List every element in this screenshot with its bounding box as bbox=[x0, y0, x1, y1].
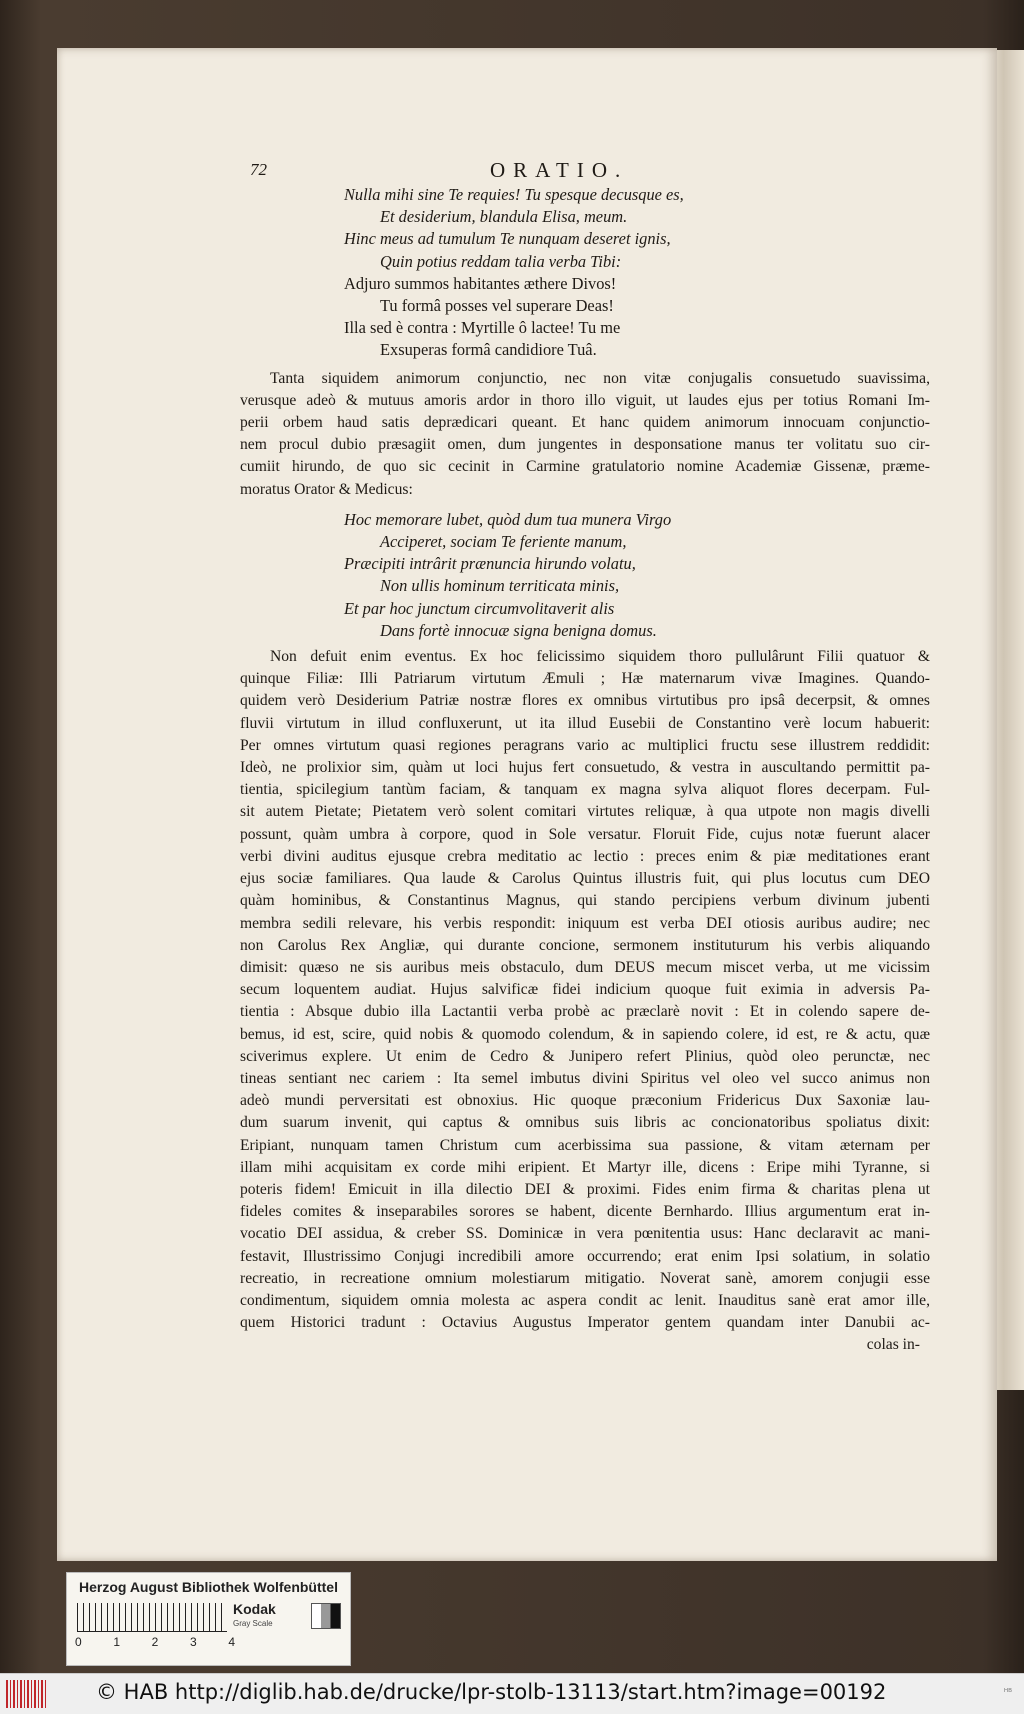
gray-swatch bbox=[311, 1603, 341, 1629]
verse-line: Et desiderium, blandula Elisa, meum. bbox=[380, 207, 628, 227]
scale-numbers bbox=[75, 1635, 235, 1649]
text-line: Non defuit enim eventus. Ex hoc felicissimo siquidem thoro pullulârunt Filii quatuor & bbox=[270, 648, 930, 666]
verse-line: Exsuperas formâ candidiore Tuâ. bbox=[380, 340, 597, 360]
verse-line: Nulla mihi sine Te requies! Tu spesque decusque es, bbox=[344, 185, 684, 204]
text-line: bemus, id est, scire, quid nobis & quomodo colendum, & in sapiendo colere, id est, re & actu, quæ bbox=[240, 1025, 930, 1043]
text-line: sciverimus explere. Ut enim de Cedro & Junipero refert Plinius, quòd oleo perunctæ, nec bbox=[240, 1047, 930, 1065]
text-line: Tanta siquidem animorum conjunctio, nec non vitæ conjugalis consuetudo suavissima, bbox=[270, 369, 930, 387]
scale-number: 0 bbox=[75, 1635, 82, 1649]
text-line: fideles comites & inseparabiles sorores se habent, dicente Bernhardo. Illius argumentum erat in- bbox=[240, 1203, 930, 1221]
kodak-subtitle: Gray Scale bbox=[233, 1619, 273, 1628]
verse-line: Quin potius reddam talia verba Tibi: bbox=[380, 251, 622, 271]
text-line: possunt, quàm umbra à corpore, quod in Sole versatur. Floruit Fide, cujus notæ fuerunt alacer bbox=[240, 825, 930, 843]
text-line: moratus Orator & Medicus: bbox=[240, 480, 413, 498]
verse-line: Præcipiti intrârit prænuncia hirundo volatu, bbox=[344, 554, 636, 574]
text-line: quàm hominibus, & Constantinus Magnus, qui stando percipiens verbum divinum jubenti bbox=[240, 892, 930, 910]
catchword: colas in- bbox=[866, 1336, 920, 1354]
running-head: ORATIO. bbox=[490, 158, 629, 182]
scale-number: 3 bbox=[189, 1635, 197, 1649]
verse-line: Adjuro summos habitantes æthere Divos! bbox=[344, 273, 617, 293]
scale-number: 4 bbox=[228, 1635, 235, 1649]
text-line: recreatio, in recreatione omnium molestiarum mitigatio. Noverat sanè, amorem conjugii esse bbox=[240, 1269, 930, 1287]
library-name: Herzog August Bibliothek Wolfenbüttel bbox=[79, 1579, 338, 1595]
footer-mark: ᴴᴮ bbox=[1003, 1688, 1012, 1698]
verse-line: Hoc memorare lubet, quòd dum tua munera Virgo bbox=[344, 509, 672, 529]
text-line: quidem verò Desiderium Patriæ nostræ flores ex omnibus virtutibus pro ipsâ decerpsit, & omnes bbox=[240, 692, 930, 710]
color-target bbox=[66, 1572, 351, 1666]
verse-line: Non ullis hominum territicata minis, bbox=[380, 576, 620, 596]
text-line: non Carolus Rex Angliæ, qui durante concione, sermonem instituturum his verbis aliquando bbox=[240, 936, 930, 954]
text-line: quinque Filiæ: Illi Patriarum virtutum Æmuli ; Hæ maternarum vivæ Imagines. Quando- bbox=[240, 670, 930, 688]
text-line: poteris fidem! Emicuit in illa dilectio DEI & proximi. Fides enim firma & charitas plena ut bbox=[240, 1180, 930, 1198]
scale-number: 1 bbox=[113, 1635, 121, 1649]
verse-block-1 bbox=[344, 184, 930, 362]
text-line: perii orbem haud satis deprædicari queant. Et hanc quidem animorum innocuam conjunctio- bbox=[240, 414, 930, 432]
verse-line: Dans fortè innocuæ signa benigna domus. bbox=[380, 620, 657, 640]
text-line: fluvii virtutum in illud confluxerunt, ut ita illud Eusebii de Constantino verè locum habuerit: bbox=[240, 714, 930, 732]
text-line: verusque adeò & mutuus amoris ardor in thoro illo viguit, ut laudes ejus per totius Romani Im- bbox=[240, 391, 930, 409]
text-line: tineas sentiant nec cariem : Ita semel imbutus divini Spiritus vel oleo vel succo animus non bbox=[240, 1069, 930, 1087]
text-line: vocatio DEI assidua, & creber SS. Dominicæ in vera pœnitentia usus: Hanc declaravit ac mani- bbox=[240, 1225, 930, 1243]
text-line: Ideò, ne prolixior sim, quàm ut loci hujus fert consuetudo, & vestra in auscultando permittit pa- bbox=[240, 759, 930, 777]
text-line: dum suarum invenit, qui captus & omnibus suis libris ac concionatoribus spoliatus dixit: bbox=[240, 1114, 930, 1132]
page-header bbox=[240, 158, 930, 184]
text-line: illam mihi acquisitam ex corde mihi eripient. Et Martyr ille, dicens : Eripe mihi Tyranne, si bbox=[240, 1158, 930, 1176]
verse-line: Et par hoc junctum circumvolitaverit alis bbox=[344, 598, 615, 618]
paragraph-2 bbox=[240, 646, 930, 1334]
verse-line: Hinc meus ad tumulum Te nunquam deseret ignis, bbox=[344, 229, 671, 249]
text-line: condimentum, siquidem omnia molesta ac aspera condit ac lenit. Inauditus sanè erat amor ille, bbox=[240, 1291, 930, 1309]
text-line: dimisit: quæso ne sis auribus meis obstaculo, dum DEUS mecum miscet verba, ut me vicissim bbox=[240, 958, 930, 976]
scale-ruler bbox=[77, 1603, 227, 1632]
page-number: 72 bbox=[250, 160, 267, 179]
verse-block-2 bbox=[344, 509, 930, 642]
text-line: Per omnes virtutum quasi regiones peragrans vario ac multiplici fructu sese illustrem reddidit: bbox=[240, 736, 930, 754]
text-line: secum loquentem audiat. Hujus salvificæ fidei indicium quoque fuit eximia in adversis Pa- bbox=[240, 981, 930, 999]
verse-line: Illa sed è contra : Myrtille ô lactee! Tu me bbox=[344, 318, 621, 338]
text-line: Eripiant, nunquam tamen Christum cum acerbissima sua passione, & vitam æternam per bbox=[240, 1136, 930, 1154]
text-line: tientia, spicilegium tantùm faciam, & tanquam ex magna sylva aliquot flores decerpam. Ful- bbox=[240, 781, 930, 799]
footer-bar bbox=[0, 1673, 1024, 1714]
text-line: ejus sociæ familiares. Qua laude & Carolus Quintus illustris fuit, qui plus locutus cum DEO bbox=[240, 870, 930, 888]
text-line: cumiit hirundo, de quo sic cecinit in Carmine gratulatorio nomine Academiæ Gissenæ, præme- bbox=[240, 458, 930, 476]
text-line: membra sedili relevare, his verbis respondit: iniquum est verba DEI otiosis auribus audire; nec bbox=[240, 914, 930, 932]
text-line: adeò mundi perversitati est obnoxius. Hic quoque præconium Fridericus Dux Saxoniæ lau- bbox=[240, 1092, 930, 1110]
page-text bbox=[240, 158, 930, 1356]
text-line: nem procul dubio præsagiit omen, dum jungentes in desponsatione manus ter volitatu suo cir- bbox=[240, 436, 930, 454]
text-line: tientia : Absque dubio illa Lactantii verba probè ac præclarè novit : Et in colendo sapere de- bbox=[240, 1003, 930, 1021]
text-line: verbi divini auditus ejusque crebra meditatio ac lectio : preces enim & piæ meditationes erant bbox=[240, 847, 930, 865]
scale-number: 2 bbox=[151, 1635, 159, 1649]
verse-line: Acciperet, sociam Te feriente manum, bbox=[380, 532, 627, 552]
text-line: quem Historici tradunt : Octavius Augustus Imperator gentem quandam inter Danubii ac- bbox=[240, 1314, 930, 1332]
kodak-logo: Kodak bbox=[233, 1601, 276, 1617]
verse-line: Tu formâ posses vel superare Deas! bbox=[380, 296, 614, 316]
text-line: festavit, Illustrissimo Conjugi incredibili amore occurrendo; erat enim Ipsi solatium, in solatio bbox=[240, 1247, 930, 1265]
paragraph-1 bbox=[240, 368, 930, 501]
hab-logo-icon bbox=[6, 1680, 46, 1708]
copyright-url[interactable]: © HAB http://diglib.hab.de/drucke/lpr-stolb-13113/start.htm?image=00192 bbox=[96, 1680, 887, 1704]
text-line: sit autem Pietate; Pietatem verò solent comitari virtutes reliquæ, à qua utpote non magis divelli bbox=[240, 803, 930, 821]
